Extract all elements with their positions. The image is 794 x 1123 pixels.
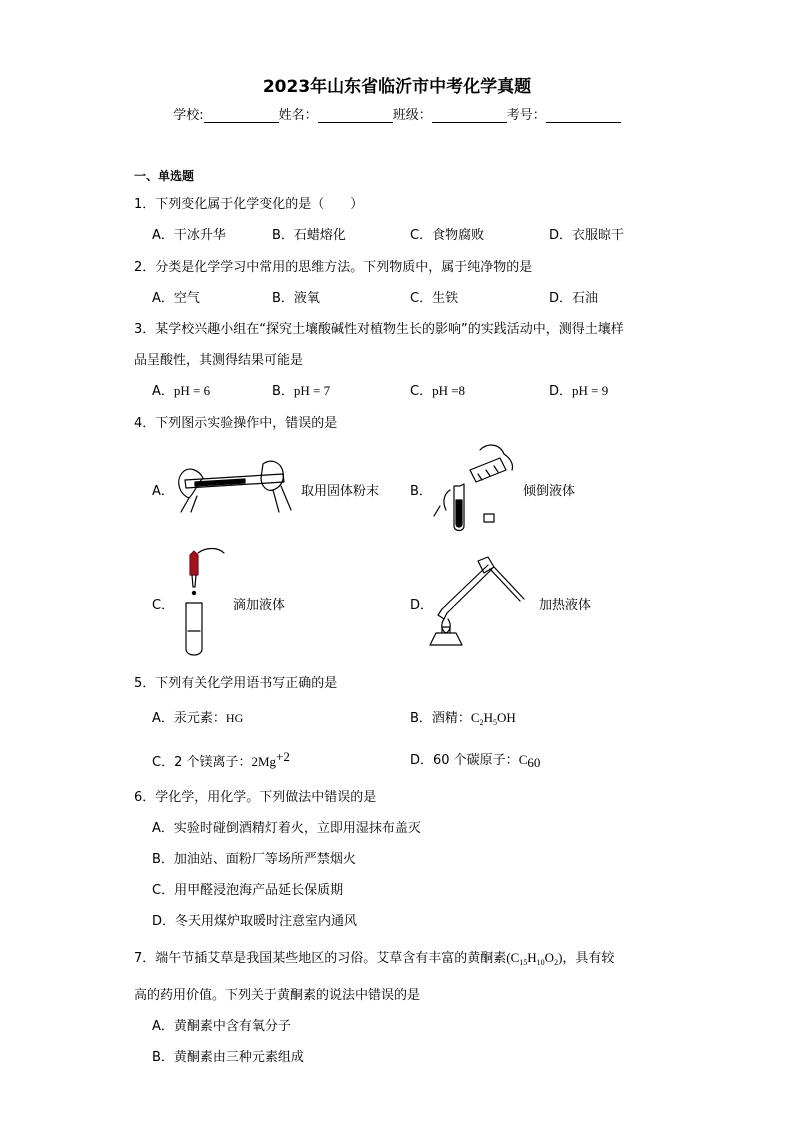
- question-1-stem: 1．下列变化属于化学变化的是（ ）: [134, 197, 364, 212]
- class-blank[interactable]: [432, 110, 507, 123]
- q5-option-c-value: 2Mg: [251, 754, 277, 769]
- q4-option-b-caption: 倾倒液体: [523, 484, 576, 499]
- question-6-stem: 6．学化学，用化学。下列做法中错误的是: [134, 790, 377, 805]
- q7-option-a[interactable]: A．黄酮素中含有氧分子: [152, 1019, 291, 1034]
- q2-option-a[interactable]: A．空气: [152, 291, 200, 306]
- q3-option-d[interactable]: [549, 380, 608, 399]
- q7-formula-o-sub: 2: [554, 958, 559, 967]
- q5-option-a-value: HG: [225, 711, 244, 725]
- q5-option-b[interactable]: [410, 707, 516, 727]
- q5-option-d-label: D．60 个碳原子：: [410, 753, 519, 768]
- q5-option-d-value: C: [518, 752, 528, 767]
- q7-formula-c-sub: 15: [519, 958, 528, 967]
- q4-option-b-letter[interactable]: B．: [410, 484, 432, 499]
- q3-option-d-letter: D．: [549, 384, 573, 399]
- q3-option-a-letter: A．: [152, 384, 174, 399]
- question-2-stem: 2．分类是化学学习中常用的思维方法。下列物质中，属于纯净物的是: [134, 260, 533, 275]
- q7-formula-h: H: [527, 950, 537, 965]
- question-7-stem-line1: [134, 947, 614, 967]
- q4-option-a-letter[interactable]: A．: [152, 484, 174, 499]
- heating-liquid-illustration: [430, 553, 530, 649]
- student-info-line: [0, 104, 794, 123]
- section-title: 一、单选题: [134, 169, 195, 183]
- q1-option-c[interactable]: C．食物腐败: [410, 228, 485, 243]
- q7-formula-c: (C: [506, 950, 520, 965]
- name-label: 姓名：: [278, 108, 318, 123]
- q7-formula-close: ): [558, 950, 563, 965]
- q5-option-a-label: A．汞元素：: [152, 711, 226, 726]
- q2-option-d[interactable]: D．石油: [549, 291, 599, 306]
- q3-option-b[interactable]: [272, 380, 330, 399]
- q1-option-d[interactable]: D．衣服晾干: [549, 228, 625, 243]
- q4-option-d-caption: 加热液体: [539, 598, 592, 613]
- pouring-liquid-illustration: [430, 440, 520, 532]
- question-3-stem-line1: 3．某学校兴趣小组在“探究土壤酸碱性对植物生长的影响”的实践活动中，测得土壤样: [134, 322, 624, 337]
- question-4-stem: 4．下列图示实验操作中，错误的是: [134, 416, 338, 431]
- formula-h: H: [483, 710, 493, 725]
- q5-option-b-label: B．酒精：: [410, 711, 471, 726]
- exam-no-label: 考号：: [506, 108, 546, 123]
- q4-option-c-letter[interactable]: C．: [152, 598, 175, 613]
- q7-formula-o: O: [544, 950, 555, 965]
- q3-option-a[interactable]: [152, 380, 210, 399]
- formula-sub-5: 5: [492, 718, 497, 727]
- q1-option-b[interactable]: B．石蜡熔化: [272, 228, 346, 243]
- page-title: 2023年山东省临沂市中考化学真题: [262, 77, 532, 97]
- q5-option-a[interactable]: [152, 707, 243, 726]
- q3-option-d-value: pH = 9: [572, 383, 609, 398]
- q7-formula: [506, 950, 562, 965]
- q6-option-c[interactable]: C．用甲醛浸泡海产品延长保质期: [152, 883, 344, 898]
- q1-option-a[interactable]: A．干冰升华: [152, 228, 226, 243]
- formula-c: C: [470, 710, 480, 725]
- q6-option-a[interactable]: A．实验时碰倒酒精灯着火，立即用湿抹布盖灭: [152, 821, 421, 836]
- q5-option-c[interactable]: [152, 749, 290, 770]
- q3-option-c[interactable]: [410, 380, 465, 399]
- q3-option-c-letter: C．: [410, 384, 433, 399]
- powder-spatula-illustration: [175, 452, 295, 514]
- formula-oh: OH: [496, 710, 516, 725]
- q7-stem-post: ，具有较: [562, 951, 615, 966]
- class-label: 班级：: [392, 108, 432, 123]
- q5-option-c-charge: +2: [276, 749, 290, 764]
- name-blank[interactable]: [318, 110, 393, 123]
- question-5-stem: 5．下列有关化学用语书写正确的是: [134, 676, 338, 691]
- exam-no-blank[interactable]: [546, 110, 621, 123]
- school-label: 学校:: [173, 108, 204, 123]
- dropping-liquid-illustration: [178, 545, 238, 657]
- q7-formula-h-sub: 10: [536, 958, 545, 967]
- q6-option-d[interactable]: D．冬天用煤炉取暖时注意室内通风: [152, 914, 358, 929]
- q5-option-d-sub: 60: [527, 755, 541, 770]
- question-7-stem-line2: 高的药用价值。下列关于黄酮素的说法中错误的是: [134, 988, 421, 1003]
- q3-option-a-value: pH = 6: [173, 383, 211, 398]
- q7-stem-pre: 7．端午节插艾草是我国某些地区的习俗。艾草含有丰富的黄酮素: [134, 951, 507, 966]
- q3-option-b-value: pH = 7: [293, 383, 331, 398]
- q4-option-d-letter[interactable]: D．: [410, 598, 434, 613]
- question-3-stem-line2: 品呈酸性，其测得结果可能是: [134, 353, 304, 368]
- q5-option-c-label: C．2 个镁离子：: [152, 755, 252, 770]
- q2-option-b[interactable]: B．液氧: [272, 291, 320, 306]
- q5-option-d[interactable]: [410, 749, 540, 771]
- q4-option-c-caption: 滴加液体: [233, 598, 286, 613]
- q4-option-a-caption: 取用固体粉末: [301, 484, 380, 499]
- formula-sub-2: 2: [479, 718, 484, 727]
- q3-option-c-value: pH =8: [432, 383, 466, 398]
- q6-option-b[interactable]: B．加油站、面粉厂等场所严禁烟火: [152, 852, 356, 867]
- q5-option-b-formula: [471, 710, 516, 725]
- school-blank[interactable]: [204, 110, 279, 123]
- q7-option-b[interactable]: B．黄酮素由三种元素组成: [152, 1050, 304, 1065]
- q2-option-c[interactable]: C．生铁: [410, 291, 459, 306]
- q3-option-b-letter: B．: [272, 384, 294, 399]
